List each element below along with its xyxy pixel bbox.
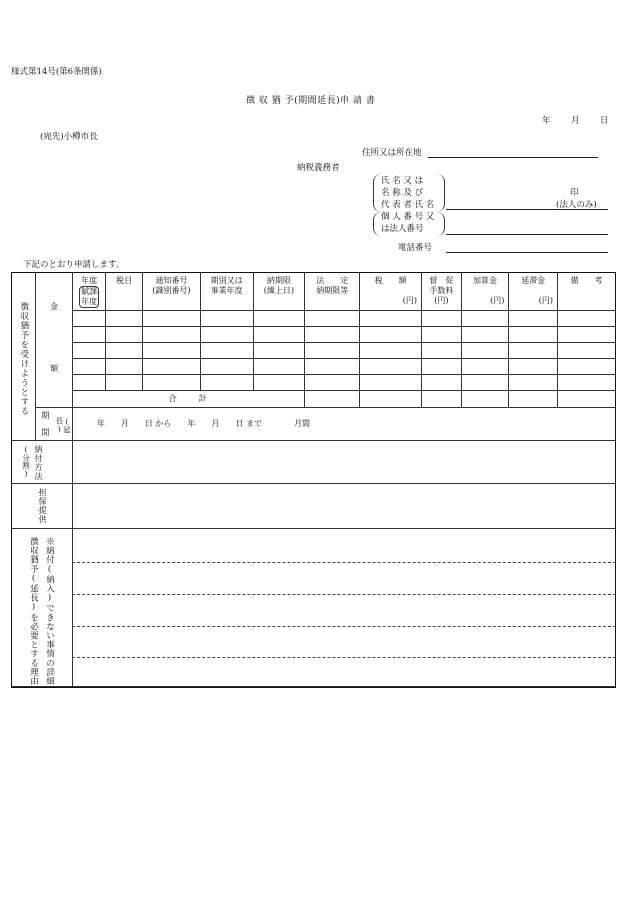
application-table bbox=[11, 272, 616, 687]
cell[interactable] bbox=[422, 311, 462, 327]
cell[interactable] bbox=[360, 375, 422, 391]
phone-field-line[interactable] bbox=[446, 252, 608, 253]
number-field-line[interactable] bbox=[446, 234, 608, 235]
cell[interactable] bbox=[106, 311, 143, 327]
section-label-cell bbox=[12, 273, 36, 441]
total-remarks[interactable] bbox=[558, 391, 616, 408]
total-legal-due[interactable] bbox=[305, 391, 360, 408]
reason-dashed-line bbox=[72, 562, 616, 563]
cell[interactable] bbox=[305, 343, 360, 359]
header-due: 納期限 (繰上日) bbox=[253, 273, 305, 311]
cell[interactable] bbox=[422, 343, 462, 359]
cell[interactable] bbox=[72, 375, 105, 391]
payment-label-cell bbox=[12, 441, 73, 484]
number-label-line1: 個 人 番 号 又 bbox=[381, 212, 435, 222]
corp-only-note: (法人のみ) bbox=[556, 200, 597, 210]
section-label: 徴収猶予を受けようとする bbox=[18, 301, 29, 416]
cell[interactable] bbox=[509, 375, 558, 391]
total-tax-amount[interactable] bbox=[360, 391, 422, 408]
cell[interactable] bbox=[200, 327, 253, 343]
cell[interactable] bbox=[360, 327, 422, 343]
total-row bbox=[12, 391, 616, 408]
reason-label: 徴収猶予(延長)を必要とする理由 bbox=[28, 537, 39, 686]
reason-dashed-line bbox=[72, 657, 616, 658]
security-label: 担保提供 bbox=[37, 488, 47, 524]
number-label-line2: は法人番号 bbox=[381, 224, 424, 234]
cell[interactable] bbox=[142, 327, 200, 343]
reason-row bbox=[12, 529, 616, 687]
header-tax-item: 税目 bbox=[106, 273, 143, 311]
period-row bbox=[12, 408, 616, 441]
intro-text: 下記のとおり申請します。 bbox=[23, 260, 125, 270]
cell[interactable] bbox=[422, 375, 462, 391]
cell[interactable] bbox=[72, 343, 105, 359]
address-label: 住所又は所在地 bbox=[362, 148, 422, 158]
cell[interactable] bbox=[253, 343, 305, 359]
period-sub-label: (延長) bbox=[54, 417, 72, 434]
header-additional: 加算金 (円) bbox=[461, 273, 509, 311]
reason-sub-label: ※納付(納入)できない事情の詳細 bbox=[44, 537, 55, 686]
header-tax-amount: 税 額 (円) bbox=[360, 273, 422, 311]
cell[interactable] bbox=[558, 311, 616, 327]
name-label-line2: 名 称 及 び bbox=[381, 188, 424, 198]
date-day-label: 日 bbox=[600, 116, 609, 126]
reason-dashed-line bbox=[72, 594, 616, 595]
cell[interactable] bbox=[461, 375, 509, 391]
cell[interactable] bbox=[305, 375, 360, 391]
period-label-2: 間 bbox=[41, 428, 50, 437]
header-remarks: 備 考 bbox=[558, 273, 616, 311]
cell[interactable] bbox=[106, 359, 143, 375]
amount-label-1: 金 bbox=[50, 302, 59, 311]
cell[interactable] bbox=[305, 327, 360, 343]
cell[interactable] bbox=[558, 327, 616, 343]
total-label: 合 計 bbox=[72, 391, 304, 408]
date-year-label: 年 bbox=[542, 116, 551, 126]
cell[interactable] bbox=[461, 327, 509, 343]
address-field-line[interactable] bbox=[428, 157, 598, 158]
cell[interactable] bbox=[558, 343, 616, 359]
table-row bbox=[12, 375, 616, 391]
amount-label-cell bbox=[36, 273, 73, 408]
name-field-line[interactable] bbox=[446, 209, 608, 210]
form-id: 様式第14号(第6条関係) bbox=[11, 67, 102, 77]
cell[interactable] bbox=[106, 327, 143, 343]
cell[interactable] bbox=[106, 375, 143, 391]
payment-label: 納付方法 bbox=[34, 445, 43, 481]
taxpayer-label: 納税義務者 bbox=[297, 163, 340, 173]
cell[interactable] bbox=[360, 359, 422, 375]
table-row bbox=[12, 311, 616, 327]
cell[interactable] bbox=[200, 375, 253, 391]
name-label-line1: 氏 名 又 は bbox=[381, 176, 424, 186]
cell[interactable] bbox=[142, 375, 200, 391]
cell[interactable] bbox=[422, 327, 462, 343]
header-legal-due: 法 定 納期限等 bbox=[305, 273, 360, 311]
cell[interactable] bbox=[200, 359, 253, 375]
security-row bbox=[12, 484, 616, 529]
cell[interactable] bbox=[509, 327, 558, 343]
cell[interactable] bbox=[360, 311, 422, 327]
phone-label: 電話番号 bbox=[398, 243, 433, 253]
header-fee: 督 促 手数料 (円) bbox=[422, 273, 462, 311]
cell[interactable] bbox=[72, 327, 105, 343]
header-delinquency: 延滞金 (円) bbox=[509, 273, 558, 311]
cell[interactable] bbox=[253, 359, 305, 375]
cell[interactable] bbox=[142, 359, 200, 375]
period-text[interactable]: 年 月 日 から 年 月 日 まで 月間 bbox=[72, 408, 615, 441]
total-delinquency[interactable] bbox=[509, 391, 558, 408]
security-label-cell bbox=[12, 484, 73, 529]
cell[interactable] bbox=[461, 311, 509, 327]
amount-label-2: 額 bbox=[50, 364, 59, 373]
payment-sub-label: (分割) bbox=[21, 445, 31, 478]
cell[interactable] bbox=[142, 311, 200, 327]
addressee: (宛先)小樽市長 bbox=[40, 132, 98, 142]
cell[interactable] bbox=[509, 343, 558, 359]
cell[interactable] bbox=[200, 311, 253, 327]
cell[interactable] bbox=[305, 359, 360, 375]
period-label-1: 期 bbox=[41, 411, 50, 420]
payment-field[interactable] bbox=[72, 441, 615, 484]
reason-field[interactable] bbox=[72, 529, 615, 687]
table-row bbox=[12, 327, 616, 343]
cell[interactable] bbox=[558, 359, 616, 375]
cell[interactable] bbox=[461, 359, 509, 375]
cell[interactable] bbox=[253, 311, 305, 327]
cell[interactable] bbox=[142, 343, 200, 359]
name-label-line3: 代 表 者 氏 名 bbox=[381, 200, 435, 210]
date-month-label: 月 bbox=[571, 116, 580, 126]
table-row bbox=[12, 359, 616, 375]
table-row bbox=[12, 343, 616, 359]
security-field[interactable] bbox=[72, 484, 615, 529]
cell[interactable] bbox=[509, 359, 558, 375]
cell[interactable] bbox=[422, 359, 462, 375]
total-additional[interactable] bbox=[461, 391, 509, 408]
header-fiscal-year: 年度 賦課 年度 bbox=[72, 273, 105, 311]
page-title: 徴 収 猶 予(期間延長)申 請 書 bbox=[246, 96, 376, 106]
cell[interactable] bbox=[200, 343, 253, 359]
cell[interactable] bbox=[360, 343, 422, 359]
header-period: 期別又は 事業年度 bbox=[200, 273, 253, 311]
cell[interactable] bbox=[253, 375, 305, 391]
cell[interactable] bbox=[72, 359, 105, 375]
reason-dashed-line bbox=[72, 626, 616, 627]
header-notice-no: 通知番号 (識別番号) bbox=[142, 273, 200, 311]
reason-label-cell bbox=[12, 529, 73, 687]
cell[interactable] bbox=[72, 311, 105, 327]
cell[interactable] bbox=[558, 375, 616, 391]
cell[interactable] bbox=[461, 343, 509, 359]
payment-row bbox=[12, 441, 616, 484]
cell[interactable] bbox=[305, 311, 360, 327]
cell[interactable] bbox=[509, 311, 558, 327]
seal-label: 印 bbox=[570, 188, 579, 198]
cell[interactable] bbox=[253, 327, 305, 343]
total-fee[interactable] bbox=[422, 391, 462, 408]
period-label-cell bbox=[36, 408, 73, 441]
cell[interactable] bbox=[106, 343, 143, 359]
